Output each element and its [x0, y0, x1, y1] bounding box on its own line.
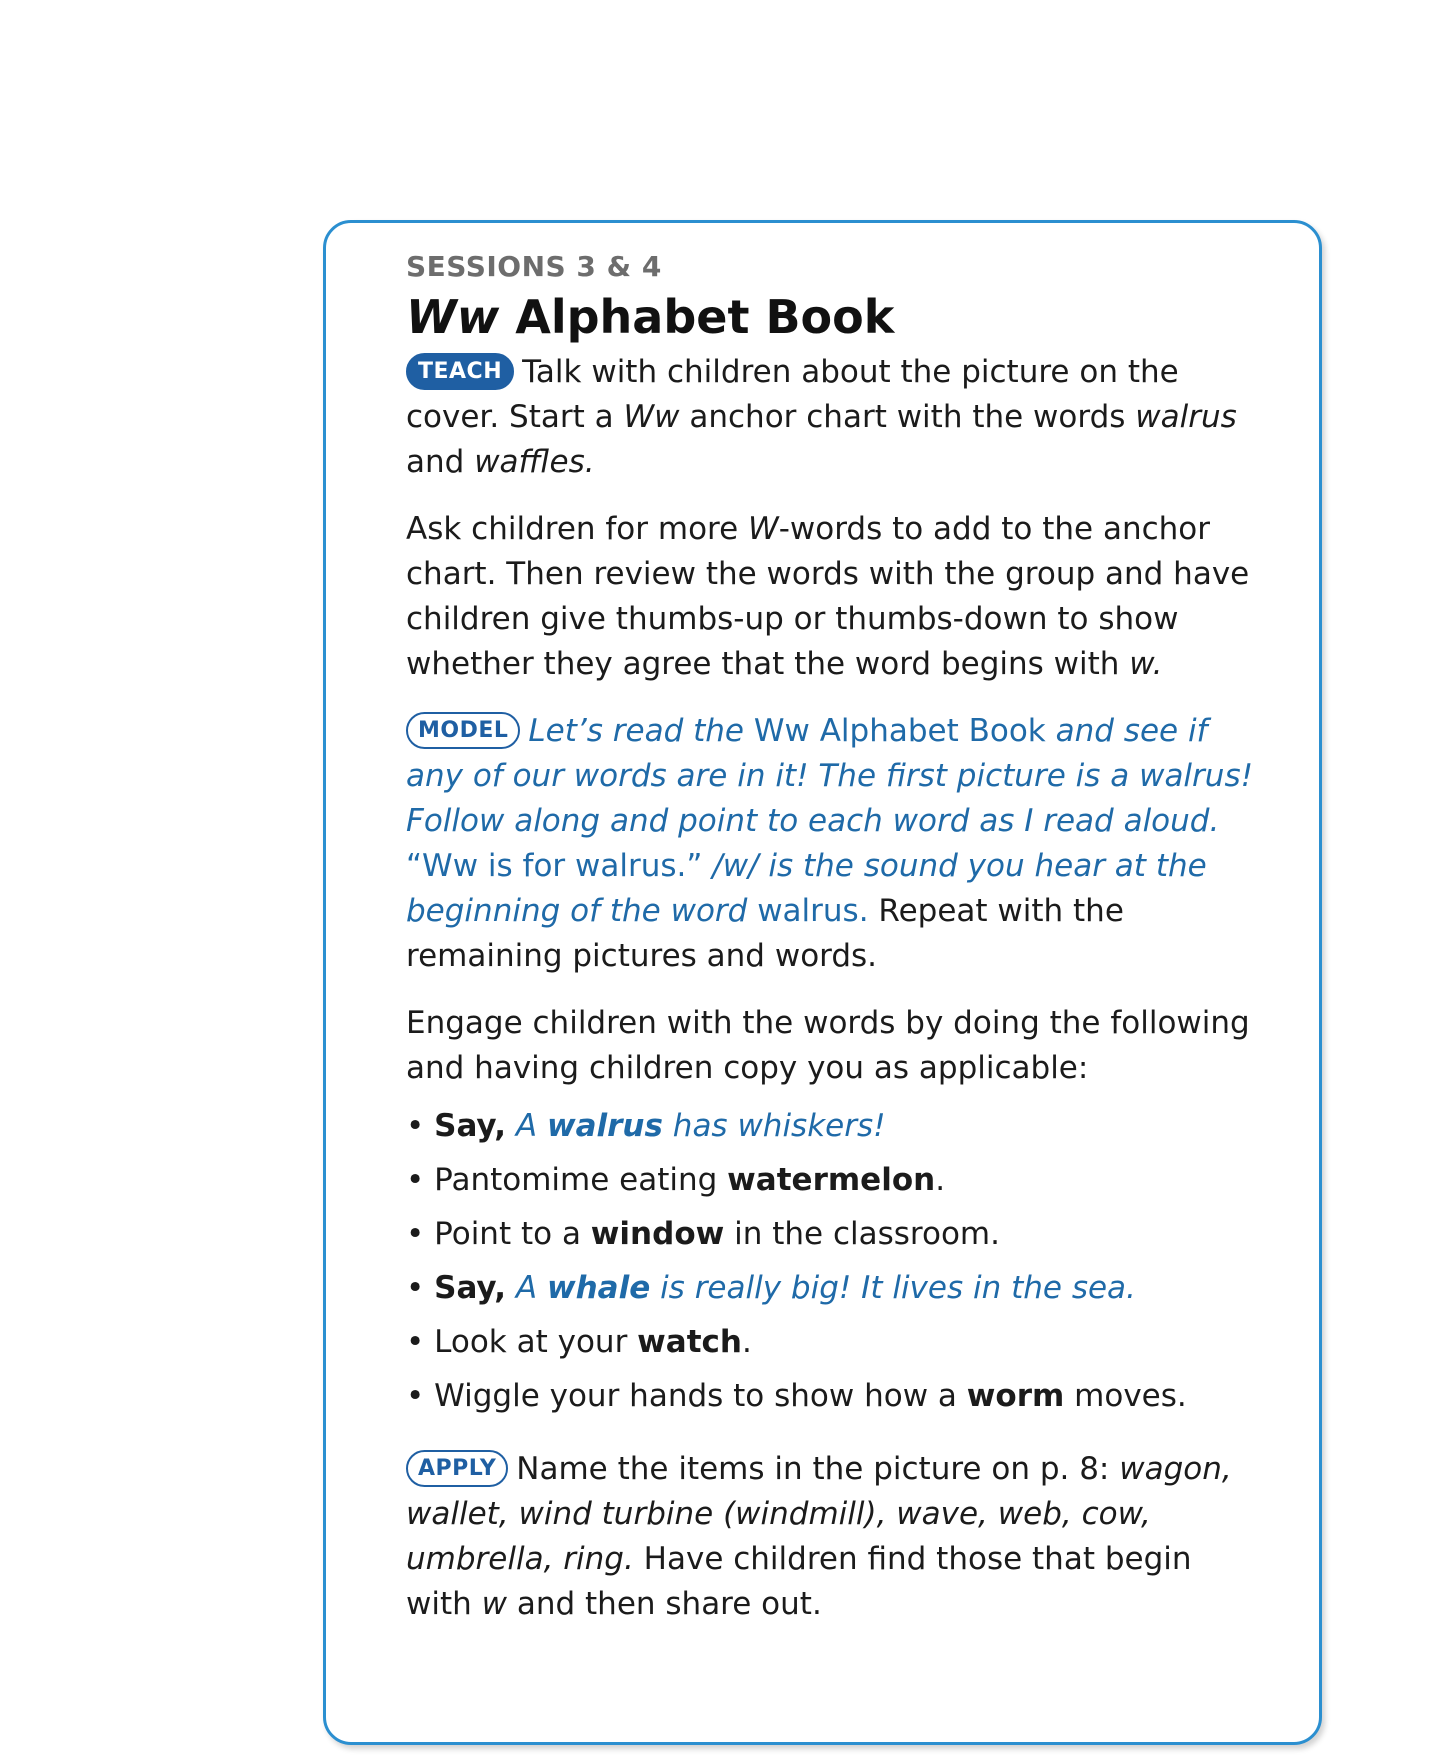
ask-text: -words to add to the anchor chart. Then review the words with the group and have children give thumbs-up or thumbs-down to show whether they agree that the word begins with	[406, 510, 1250, 682]
item-text: Look at your	[434, 1323, 638, 1360]
model-paragraph	[406, 709, 1266, 979]
teach-text-italic: waffles.	[474, 443, 595, 480]
apply-text: and then share out.	[506, 1585, 822, 1622]
apply-paragraph	[406, 1447, 1266, 1627]
item-text: in the classroom.	[724, 1215, 1000, 1252]
model-badge: MODEL	[406, 712, 520, 749]
engage-intro: Engage children with the words by doing the following and having children copy you as applicable:	[406, 1004, 1250, 1086]
list-item	[406, 1315, 1266, 1369]
apply-text: Name the items in the picture on p. 8:	[516, 1450, 1120, 1487]
item-text: Pantomime eating	[434, 1161, 728, 1198]
teach-text: Talk with children about the picture on the cover. Start a	[406, 353, 1179, 435]
say-text: A	[515, 1107, 547, 1144]
target-word: watch	[637, 1323, 742, 1360]
page-title	[406, 291, 1266, 344]
apply-badge: APPLY	[406, 1450, 508, 1487]
title-rest: Alphabet Book	[515, 290, 895, 344]
teach-text-italic: Ww	[623, 398, 680, 435]
teach-text: and	[406, 443, 475, 480]
say-label: Say,	[434, 1107, 507, 1144]
item-text: Wiggle your hands to show how a	[434, 1377, 967, 1414]
apply-text-italic: wagon, wallet, wind turbine (windmill), wave, web, cow, umbrella, ring.	[406, 1450, 1232, 1577]
apply-text-italic: w	[481, 1585, 507, 1622]
lesson-card	[323, 220, 1322, 1745]
say-text: A	[515, 1269, 547, 1306]
lesson-content	[406, 250, 1266, 1649]
ask-paragraph	[406, 507, 1266, 687]
teach-text: anchor chart with the words	[679, 398, 1136, 435]
list-item	[406, 1369, 1266, 1423]
ask-text: Ask children for more	[406, 510, 749, 547]
target-word: window	[590, 1215, 725, 1252]
item-text: Point to a	[434, 1215, 591, 1252]
teach-badge: TEACH	[406, 353, 514, 390]
item-text: moves.	[1064, 1377, 1187, 1414]
model-script: Let’s read the	[528, 712, 754, 749]
model-text: Repeat with the remaining pictures and words.	[406, 892, 1124, 974]
target-word: watermelon	[727, 1161, 936, 1198]
teach-text-italic: walrus	[1135, 398, 1237, 435]
model-script-roman: “Ww is for walrus.”	[406, 847, 703, 884]
session-label: SESSIONS 3 & 4	[406, 250, 662, 283]
target-word: walrus	[546, 1107, 663, 1144]
say-text: is really big! It lives in the sea.	[650, 1269, 1136, 1306]
list-item	[406, 1207, 1266, 1261]
list-item	[406, 1153, 1266, 1207]
apply-text: Have children find those that begin with	[406, 1540, 1192, 1622]
say-label: Say,	[434, 1269, 507, 1306]
model-script: /w/ is the sound you hear at the beginning of the word	[406, 847, 1207, 929]
target-word: worm	[966, 1377, 1065, 1414]
ask-text-italic: w.	[1129, 645, 1163, 682]
model-script-roman: Ww Alphabet Book	[753, 712, 1046, 749]
item-text: .	[935, 1161, 946, 1198]
list-item	[406, 1099, 1266, 1153]
say-text: has whiskers!	[662, 1107, 886, 1144]
teach-paragraph	[406, 350, 1266, 485]
list-item	[406, 1261, 1266, 1315]
ask-text-italic: W	[748, 510, 779, 547]
model-script-roman: walrus.	[757, 892, 869, 929]
target-word: whale	[546, 1269, 651, 1306]
engage-list	[406, 1099, 1266, 1423]
title-italic: Ww	[406, 290, 500, 344]
item-text: .	[742, 1323, 752, 1360]
model-script: and see if any of our words are in it! The first picture is a walrus! Follow along and point to each word as I read aloud.	[406, 712, 1254, 839]
